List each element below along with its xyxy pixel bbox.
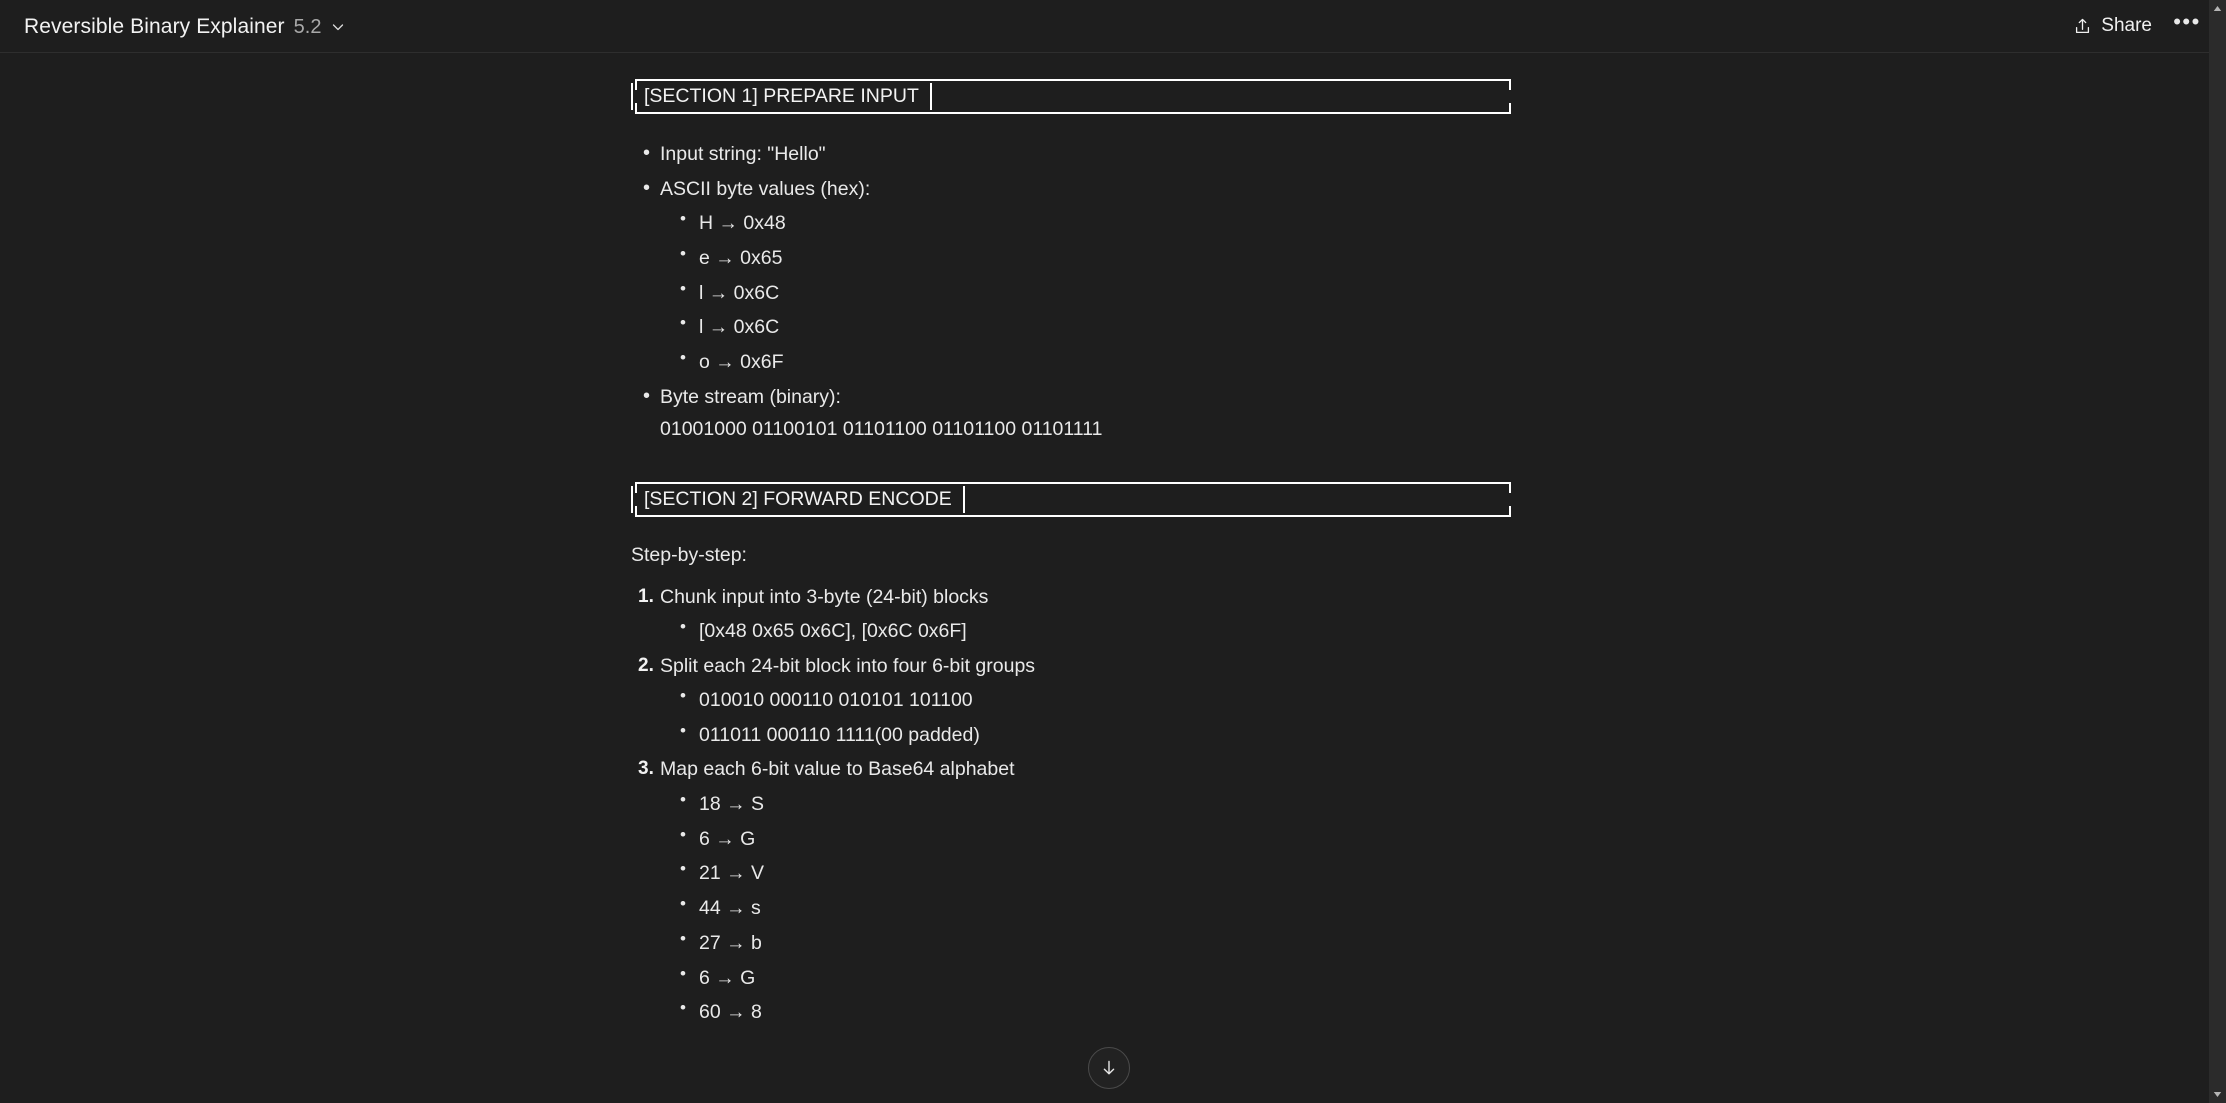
banner-pipe-right (963, 486, 965, 513)
list-item-text: 18 → S (699, 792, 765, 815)
list-item (660, 686, 1511, 714)
banner-middle-row (631, 469, 1511, 529)
scroll-down-arrow-icon[interactable] (2209, 1086, 2226, 1103)
list-item-text: l → 0x6C (699, 281, 780, 304)
list-item-text: 010010 000110 010101 101100 (699, 688, 973, 711)
list-item-text: o → 0x6F (699, 351, 784, 374)
share-button[interactable] (2061, 8, 2164, 44)
vertical-scrollbar[interactable] (2209, 0, 2226, 1103)
step-3-sublist (660, 790, 1511, 1027)
message-content (0, 53, 2209, 1027)
upload-icon (2073, 17, 2092, 36)
section-1-title: [SECTION 1] PREPARE INPUT (644, 84, 919, 107)
banner-bottom-rule (635, 112, 1511, 114)
app-title-menu[interactable] (24, 12, 352, 41)
byte-stream-value: 01001000 01100101 01101100 01101100 01101111 (660, 418, 1103, 441)
list-item-text: e → 0x65 (699, 246, 783, 269)
list-item-text: 27 → b (699, 931, 762, 954)
list-item (660, 859, 1511, 887)
scroll-to-bottom-button[interactable] (1088, 1047, 1130, 1089)
list-item (660, 279, 1511, 307)
list-item (660, 825, 1511, 853)
explainer-document (631, 66, 1511, 1027)
banner-bottom-rule (635, 515, 1511, 517)
list-item (631, 583, 1511, 646)
more-options-button[interactable]: ••• (2173, 9, 2201, 34)
list-item (631, 652, 1511, 749)
version-label: 5.2 (293, 15, 322, 38)
banner-middle-row (631, 66, 1511, 126)
list-item (660, 617, 1511, 645)
top-bar (0, 0, 2226, 53)
content-scroll-area[interactable] (0, 53, 2209, 1103)
list-item-text: Split each 24-bit block into four 6-bit groups (660, 654, 1036, 677)
list-item-text: Map each 6-bit value to Base64 alphabet (660, 758, 1015, 781)
chevron-down-icon[interactable] (330, 19, 346, 35)
banner-corner-bottom-right (1509, 103, 1511, 114)
list-item (631, 383, 1511, 444)
list-item-text: Chunk input into 3-byte (24-bit) blocks (660, 585, 989, 608)
scroll-up-arrow-icon[interactable] (2209, 0, 2226, 17)
list-item-text: H → 0x48 (699, 212, 786, 235)
list-item (660, 894, 1511, 922)
page-title: Reversible Binary Explainer (24, 14, 285, 38)
list-item-text: 60 → 8 (699, 1001, 762, 1024)
list-item-text: 21 → V (699, 862, 765, 885)
section-1-bullet-list (631, 140, 1511, 443)
list-item (660, 209, 1511, 237)
share-button-label: Share (2101, 15, 2152, 36)
list-item (660, 998, 1511, 1026)
list-item (631, 175, 1511, 377)
section-2-title: [SECTION 2] FORWARD ENCODE (644, 488, 952, 511)
list-item-text: 6 → G (699, 827, 756, 850)
section-1-banner (631, 66, 1511, 126)
list-item (660, 348, 1511, 376)
list-item (660, 721, 1511, 749)
forward-encode-steps (631, 583, 1511, 1027)
ascii-byte-values-list (660, 209, 1511, 376)
list-item-text: 6 → G (699, 966, 756, 989)
section-2-banner (631, 469, 1511, 529)
banner-corner-bottom-right (1509, 506, 1511, 517)
banner-corner-bottom-left (635, 103, 637, 114)
list-item (631, 140, 1511, 168)
list-item (631, 755, 1511, 1026)
banner-pipe-right (930, 83, 932, 110)
list-item-text: 011011 000110 1111(00 padded) (699, 723, 980, 746)
list-item-text: 44 → s (699, 897, 761, 920)
step-2-sublist (660, 686, 1511, 749)
list-item (660, 964, 1511, 992)
list-item (660, 790, 1511, 818)
list-item (660, 244, 1511, 272)
banner-corner-bottom-left (635, 506, 637, 517)
arrow-down-icon (1098, 1057, 1120, 1079)
list-item-text: l → 0x6C (699, 316, 780, 339)
list-item-text: Byte stream (binary): (660, 385, 841, 408)
list-item (660, 313, 1511, 341)
top-bar-actions (2061, 8, 2204, 44)
list-item (660, 929, 1511, 957)
list-item-text: [0x48 0x65 0x6C], [0x6C 0x6F] (699, 619, 967, 642)
list-item-text: ASCII byte values (hex): (660, 177, 871, 200)
step-1-sublist (660, 617, 1511, 645)
step-by-step-label: Step-by-step: (631, 544, 747, 567)
list-item-text: Input string: "Hello" (660, 143, 826, 165)
